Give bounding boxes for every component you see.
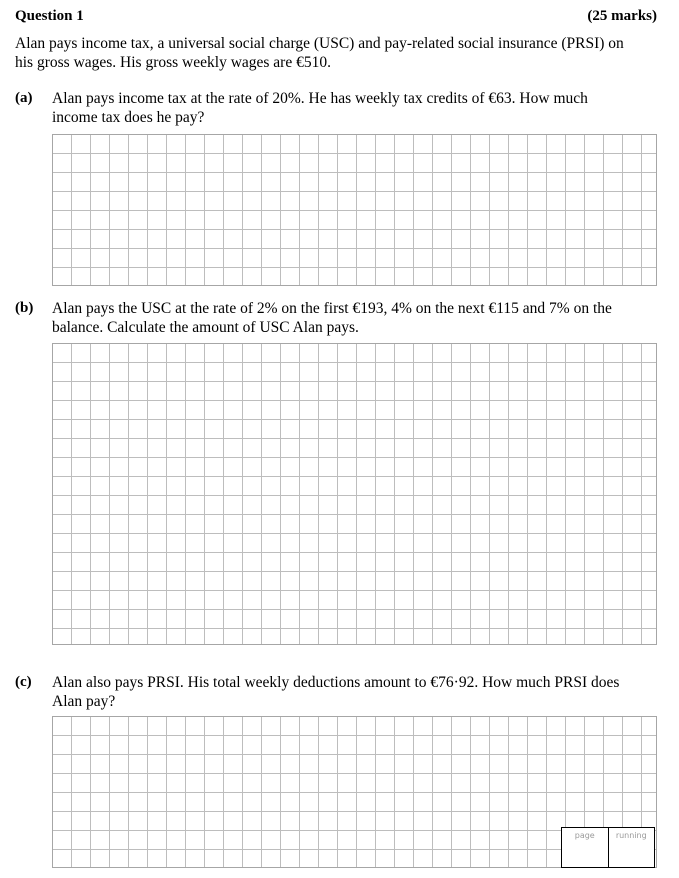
tally-running-label: running	[615, 831, 647, 840]
part-a-label: (a)	[15, 90, 33, 106]
tally-page-cell	[562, 828, 608, 867]
part-a-line: income tax does he pay?	[52, 109, 205, 126]
part-c-label: (c)	[15, 674, 32, 690]
answer-grid-b[interactable]	[52, 343, 657, 645]
question-title: Question 1	[15, 8, 84, 24]
part-b-line: balance. Calculate the amount of USC Alan pays.	[52, 319, 359, 336]
marks-tally-box	[561, 827, 655, 868]
tally-page-label: page	[574, 831, 595, 840]
part-a-text	[52, 89, 588, 127]
part-c-line: Alan pay?	[52, 693, 116, 710]
part-b-text	[52, 299, 612, 337]
intro-line: his gross wages. His gross weekly wages are €510.	[15, 54, 331, 71]
part-b-label: (b)	[15, 300, 34, 316]
part-c-line: Alan also pays PRSI. His total weekly deductions amount to €76·92. How much PRSI does	[52, 674, 620, 691]
part-b-line: Alan pays the USC at the rate of 2% on the first €193, 4% on the next €115 and 7% on the	[52, 300, 612, 317]
part-a-line: Alan pays income tax at the rate of 20%. He has weekly tax credits of €63. How much	[52, 90, 588, 107]
answer-grid-a[interactable]	[52, 134, 657, 286]
question-marks: (25 marks)	[587, 8, 657, 24]
question-intro	[15, 34, 655, 72]
tally-running-cell	[608, 828, 655, 867]
intro-line: Alan pays income tax, a universal social charge (USC) and pay-related social insurance (PRSI) on	[15, 35, 624, 52]
part-c-text	[52, 673, 619, 711]
